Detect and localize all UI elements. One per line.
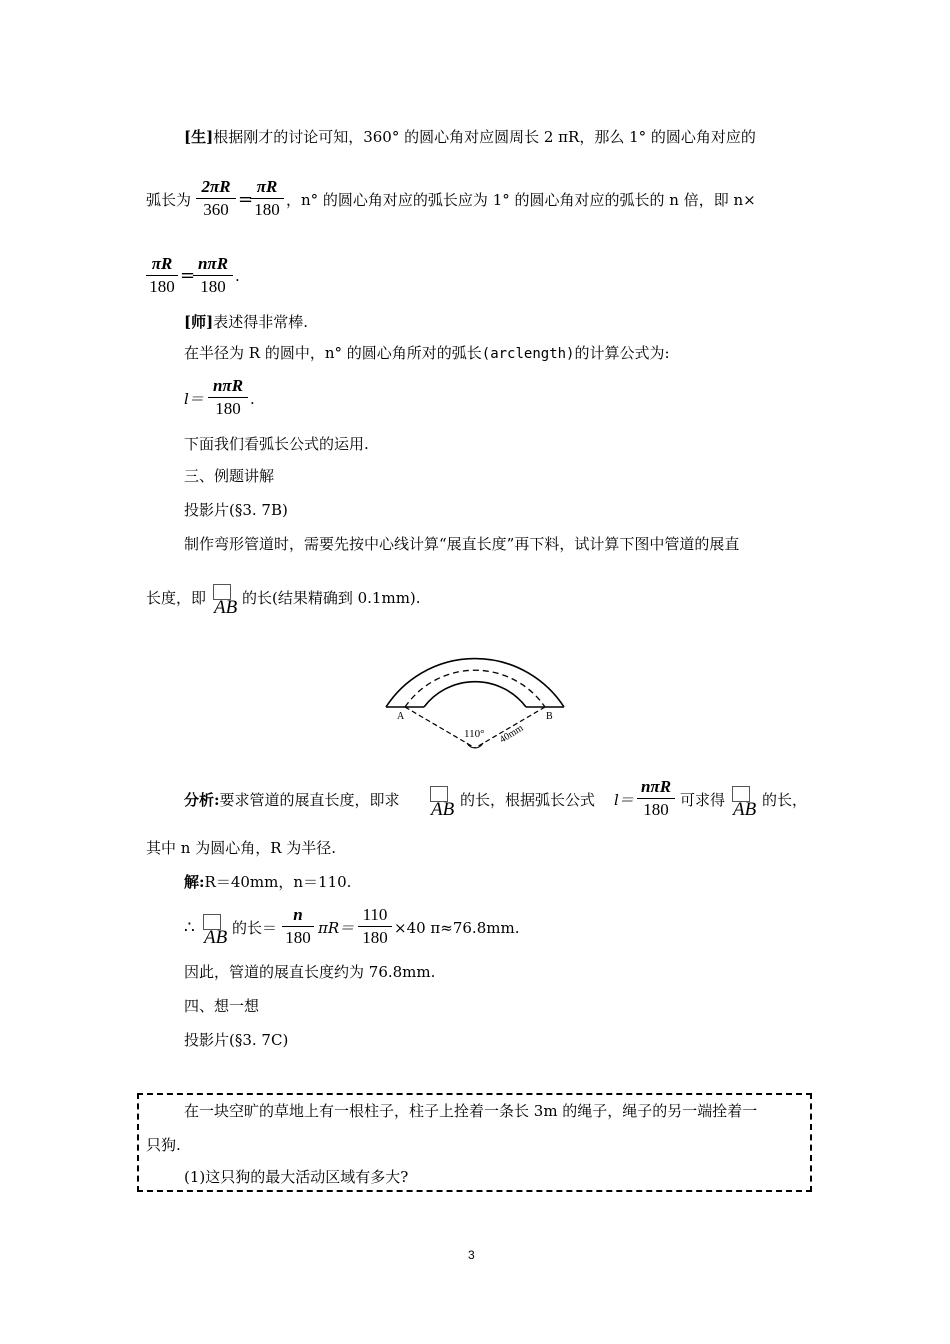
speaker-tag-teacher: [师] xyxy=(184,313,214,331)
point-b-label: B xyxy=(546,711,553,722)
arc-length-lead: 弧长为 xyxy=(146,191,192,209)
paragraph-text: 下面我们看弧长公式的运用. xyxy=(184,435,369,453)
angle-label: 110° xyxy=(464,728,485,740)
paragraph-student-1 xyxy=(184,127,756,147)
slide-reference: 投影片(§3. 7C) xyxy=(184,1031,289,1049)
arc-label: AB xyxy=(214,597,238,618)
pipe-centerline xyxy=(405,670,545,707)
fraction-denominator: 180 xyxy=(254,200,280,219)
analysis-paragraph-start xyxy=(184,790,400,810)
problem-box-line: 只狗. xyxy=(146,1136,181,1154)
paragraph-text: πR＝ xyxy=(318,919,355,937)
fraction-denominator: 360 xyxy=(203,200,229,219)
pipe-diagram xyxy=(380,640,570,752)
fraction-numerator: nπR xyxy=(197,254,229,273)
problem-text: 制作弯形管道时，需要先按中心线计算“展直长度”再下料，试计算下图中管道的展直 xyxy=(184,535,740,553)
solution-tag: 解: xyxy=(184,873,205,891)
page-number: 3 xyxy=(468,1248,475,1262)
paragraph-text: 可求得 xyxy=(680,791,726,809)
pipe-inner-arc xyxy=(424,682,526,707)
slide-reference: 投影片(§3. 7B) xyxy=(184,501,288,519)
paragraph-text: 根据刚才的讨论可知，360° 的圆心角对应圆周长 2 πR，那么 1° 的圆心角对应的 xyxy=(213,128,756,146)
problem-box-question: (1)这只狗的最大活动区域有多大? xyxy=(184,1168,409,1186)
solution-line xyxy=(184,872,351,892)
fraction-npiR-over-180 xyxy=(208,375,248,420)
fraction-denominator: 180 xyxy=(149,277,175,296)
fraction-numerator: πR xyxy=(151,254,173,273)
period: . xyxy=(250,390,255,408)
arc-label: AB xyxy=(733,799,757,820)
paragraph-text: 表述得非常棒. xyxy=(213,313,308,331)
fraction-denominator: 180 xyxy=(362,928,388,947)
problem-box-line: 在一块空旷的草地上有一根柱子，柱子上拴着一条长 3m 的绳子，绳子的另一端拴着一 xyxy=(184,1102,758,1120)
analysis-tag: 分析: xyxy=(184,791,220,809)
fraction-110-over-180 xyxy=(358,904,392,949)
period: . xyxy=(235,267,240,285)
speaker-tag-student: [生] xyxy=(184,128,214,146)
fraction-denominator: 180 xyxy=(215,399,241,418)
fraction-numerator: 2πR xyxy=(201,177,231,196)
angle-arc xyxy=(467,743,483,748)
paragraph-text: 其中 n 为圆心角，R 为半径. xyxy=(146,839,337,857)
arc-label: AB xyxy=(431,799,455,820)
section-heading-examples: 三、例题讲解 xyxy=(184,467,275,485)
paragraph-text: 因此，管道的展直长度约为 76.8mm. xyxy=(184,963,436,981)
paragraph-text: 在半径为 R 的圆中，n° 的圆心角所对的弧长 xyxy=(184,344,482,362)
fraction-denominator: 180 xyxy=(643,800,669,819)
equals-sign: = xyxy=(238,189,254,210)
fraction-numerator: n xyxy=(293,905,303,924)
fraction-piR-over-180 xyxy=(146,253,178,298)
paragraph-text: ×40 π≈76.8mm. xyxy=(394,919,520,937)
formula-lhs: l＝ xyxy=(614,791,634,809)
fraction-n-over-180 xyxy=(282,904,314,949)
paragraph-text: 的长(结果精确到 0.1mm). xyxy=(242,589,421,607)
formula-lhs: l＝ xyxy=(184,390,204,408)
paragraph-text: R＝40mm，n＝110. xyxy=(204,873,352,891)
paragraph-text: 要求管道的展直长度，即求 xyxy=(219,791,400,809)
term-arclength: (arclength) xyxy=(481,346,575,362)
paragraph-text: 的计算公式为: xyxy=(574,344,670,362)
equals-sign: = xyxy=(180,265,196,286)
fraction-numerator: πR xyxy=(256,177,278,196)
fraction-npiR-over-180 xyxy=(637,776,675,821)
paragraph-text: 的长， xyxy=(762,791,808,809)
fraction-denominator: 180 xyxy=(200,277,226,296)
fraction-numerator: nπR xyxy=(640,777,672,796)
paragraph-text: 的长＝ xyxy=(232,919,278,937)
fraction-denominator: 180 xyxy=(285,928,311,947)
paragraph-text: ，n° 的圆心角对应的弧长应为 1° 的圆心角对应的弧长的 n 倍，即 n× xyxy=(286,191,756,209)
pipe-outer-arc xyxy=(386,659,564,707)
problem-text-continued xyxy=(242,588,421,608)
paragraph-teacher xyxy=(184,312,308,332)
fraction-numerator: 110 xyxy=(362,905,388,924)
fraction-npiR-over-180 xyxy=(193,253,233,298)
radius-label: 40mm xyxy=(497,722,526,746)
fraction-piR-over-180 xyxy=(250,176,284,221)
point-a-label: A xyxy=(397,711,405,722)
formula-intro xyxy=(184,343,670,364)
fraction-2piR-over-360 xyxy=(196,176,236,221)
arc-label: AB xyxy=(204,927,228,948)
fraction-numerator: nπR xyxy=(212,376,244,395)
problem-text-continued: 长度，即 xyxy=(146,589,207,607)
paragraph-text: 的长，根据弧长公式 xyxy=(460,791,596,809)
section-heading-think: 四、想一想 xyxy=(184,997,260,1015)
therefore-symbol: ∴ xyxy=(184,918,195,938)
